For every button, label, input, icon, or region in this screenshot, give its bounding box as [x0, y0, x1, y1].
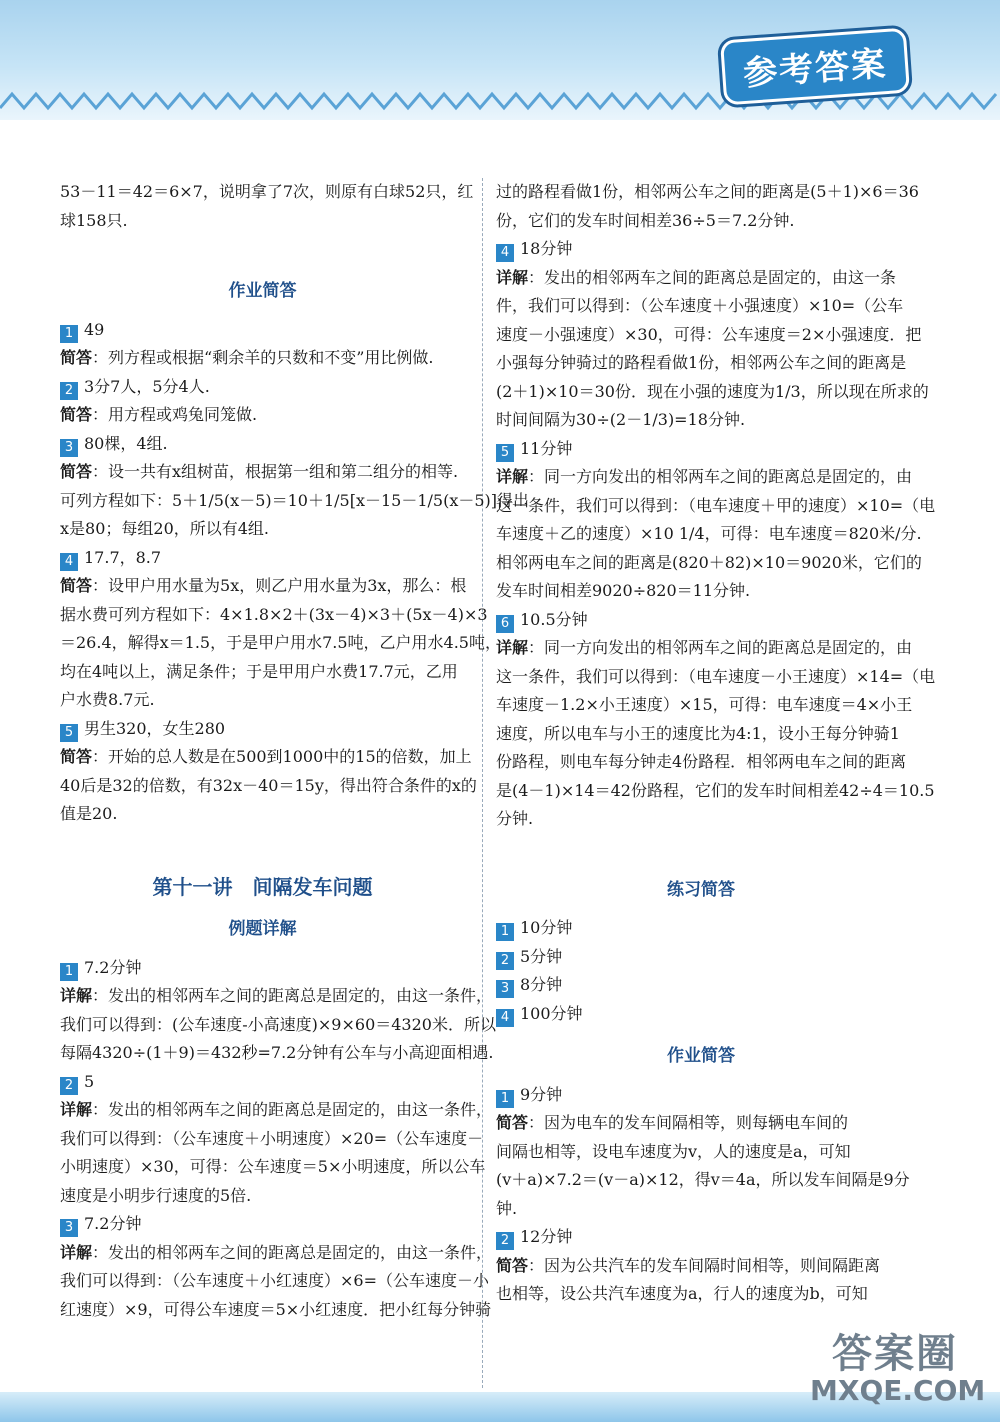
text-line: 红速度）×9，可得公车速度＝5×小红速度．把小红每分钟骑 [60, 1299, 492, 1319]
question-number-badge: 1 [496, 1090, 514, 1108]
text-line: 份路程，则电车每分钟走4份路程．相邻两电车之间的距离 [496, 752, 907, 771]
answer-item [496, 435, 906, 464]
page-header [0, 0, 1000, 120]
explanation-text: ：发出的相邻两车之间的距离总是固定的，由这一条 [528, 267, 897, 287]
explanation-text: ：发出的相邻两车之间的距离总是固定的，由这一条件， [92, 1242, 493, 1262]
answer-item [60, 316, 465, 345]
explanation-label: 简答 [60, 348, 93, 367]
explanation-line [496, 1109, 906, 1138]
text-line: 户水费8.7元. [60, 690, 155, 709]
section-heading: 作业简答 [667, 1046, 735, 1066]
text-line: 小明速度）×30，可得：公车速度＝5×小明速度，所以公车 [60, 1157, 486, 1176]
question-number-badge: 1 [496, 923, 514, 941]
text-line: 53－11＝42＝6×7，说明拿了7次，则原有白球52只，红 [60, 182, 474, 201]
text-line: 均在4吨以上，满足条件；于是甲用户水费17.7元，乙用 [60, 661, 458, 681]
explanation-line [60, 401, 465, 430]
answer-item [60, 544, 465, 573]
question-number-badge: 2 [60, 1077, 78, 1095]
text-line: 是(4－1)×14＝42份路程，它们的发车时间相差42÷4＝10.5 [496, 780, 935, 800]
text-line: x是80；每组20，所以有4组. [60, 519, 270, 538]
text-line: (v＋a)×7.2＝(v－a)×12，得v＝4a，所以发车间隔是9分 [496, 1170, 910, 1189]
text-line: 小强每分钟骑过的路程看做1份，相邻两公车之间的距离是 [496, 353, 907, 372]
text-line: 时间间隔为30÷(2－1/3)=18分钟. [496, 410, 746, 429]
explanation-label: 简答 [60, 462, 93, 481]
explanation-text: ：列方程或根据“剩余羊的只数和不变”用比例做. [92, 348, 434, 367]
answer-item [496, 1081, 906, 1110]
text-line: 间隔也相等，设电车速度为v，人的速度是a，可知 [496, 1141, 851, 1161]
answer-text: 80棵，4组. [84, 433, 168, 453]
watermark-site: MXQE.COM [810, 1374, 986, 1407]
text-line: 球158只. [60, 210, 128, 230]
chapter-title: 第十一讲 间隔发车问题 [152, 874, 373, 899]
explanation-text: ：发出的相邻两车之间的距离总是固定的，由这一条件， [92, 1100, 493, 1119]
explanation-label: 简答 [60, 747, 93, 766]
question-number-badge: 3 [60, 1219, 78, 1237]
answer-item [60, 430, 465, 459]
answer-text: 18分钟 [520, 239, 573, 258]
text-line: 这一条件，我们可以得到：（电车速度＋甲的速度）×10=（电 [496, 495, 936, 515]
answer-item [60, 373, 465, 402]
question-number-badge: 1 [60, 963, 78, 981]
text-line: 分钟. [496, 809, 534, 828]
explanation-line [60, 1096, 493, 1125]
answer-item [496, 1223, 906, 1252]
explanation-text: ：发出的相邻两车之间的距离总是固定的，由这一条件， [92, 986, 493, 1005]
explanation-line [496, 463, 913, 492]
question-number-badge: 2 [496, 1232, 514, 1250]
question-number-badge: 6 [496, 615, 514, 633]
text-line: ＝26.4，解得x＝1.5，于是甲户用水7.5吨，乙户用水4.5吨， [60, 633, 501, 652]
explanation-line [496, 1252, 906, 1281]
answer-item [496, 235, 906, 264]
text-line: 发车时间相差9020÷820＝11分钟. [496, 581, 751, 600]
column-divider [482, 178, 483, 1388]
answer-item [60, 1210, 465, 1239]
explanation-line [60, 1239, 493, 1268]
answer-text: 100分钟 [520, 1003, 583, 1023]
answer-text: 3分7人，5分4人. [84, 376, 210, 396]
text-line: 过的路程看做1份，相邻两公车之间的距离是(5＋1)×6＝36 [496, 182, 919, 201]
answer-text: 10分钟 [520, 918, 573, 937]
text-line: 值是20. [60, 804, 118, 823]
answer-text: 17.7，8.7 [84, 547, 162, 567]
text-line: 我们可以得到：（公车速度＋小红速度）×6=（公车速度－小 [60, 1271, 489, 1290]
answer-item [496, 606, 906, 635]
text-line: 可列方程如下：5＋1/5(x－5)＝10＋1/5[x－15－1/5(x－5)]得出 [60, 490, 530, 510]
answer-text: 5 [84, 1071, 95, 1091]
section-heading: 例题详解 [228, 919, 297, 939]
section-heading: 练习简答 [667, 879, 735, 900]
explanation-label: 详解 [60, 1242, 93, 1262]
text-line: 40后是32的倍数，有32x－40＝15y，得出符合条件的x的 [60, 775, 477, 795]
spacer [60, 829, 465, 857]
explanation-text: ：用方程或鸡兔同笼做. [92, 405, 258, 424]
text-line: 车速度－1.2×小王速度）×15，可得：电车速度＝4×小王 [496, 695, 913, 714]
answer-text: 10.5分钟 [520, 609, 588, 629]
answer-text: 男生320，女生280 [84, 718, 226, 738]
answer-text: 7.2分钟 [84, 1214, 142, 1233]
question-number-badge: 5 [496, 444, 514, 462]
answer-text: 12分钟 [520, 1227, 573, 1246]
watermark-text: 答案圈 [832, 1331, 958, 1377]
explanation-label: 详解 [60, 986, 93, 1005]
question-number-badge: 3 [496, 980, 514, 998]
explanation-text: ：设一共有x组树苗，根据第一组和第二组分的相等. [92, 462, 459, 481]
explanation-label: 简答 [60, 576, 93, 595]
answer-item [496, 914, 906, 943]
section-heading: 作业简答 [228, 281, 297, 301]
explanation-line [60, 458, 465, 487]
answer-text: 11分钟 [520, 438, 573, 458]
text-line: 速度是小明步行速度的5倍. [60, 1185, 252, 1205]
question-number-badge: 3 [60, 439, 78, 457]
question-number-badge: 2 [496, 952, 514, 970]
question-number-badge: 4 [496, 1009, 514, 1027]
text-line: (2＋1)×10＝30份．现在小强的速度为1/3，所以现在所求的 [496, 381, 929, 401]
question-number-badge: 4 [60, 553, 78, 571]
text-line: 据水费可列方程如下：4×1.8×2＋(3x－4)×3＋(5x－4)×3 [60, 604, 488, 624]
question-number-badge: 1 [60, 325, 78, 343]
explanation-text: ：同一方向发出的相邻两车之间的距离总是固定的，由 [528, 467, 913, 486]
answer-text: 5分钟 [520, 946, 563, 966]
explanation-line [60, 572, 465, 601]
answer-key-badge: 参考答案 [720, 28, 910, 106]
right-column [496, 178, 936, 1309]
text-line: 速度，所以电车与小王的速度比为4:1，设小王每分钟骑1 [496, 723, 900, 743]
explanation-text: ：同一方向发出的相邻两车之间的距离总是固定的，由 [528, 638, 913, 657]
explanation-label: 简答 [60, 405, 93, 424]
answer-text: 49 [84, 319, 105, 339]
text-line: 车速度＋乙的速度）×10 1/4，可得：电车速度＝820米/分. [496, 524, 922, 543]
answer-item [60, 954, 465, 983]
answer-text: 7.2分钟 [84, 957, 142, 977]
text-line: 也相等，设公共汽车速度为a，行人的速度为b，可知 [496, 1284, 868, 1303]
text-line: 每隔4320÷(1＋9)＝432秒=7.2分钟有公车与小高迎面相遇. [60, 1043, 494, 1062]
question-number-badge: 5 [60, 724, 78, 742]
answer-item [496, 971, 906, 1000]
left-column [60, 178, 530, 1324]
text-line: 钟. [496, 1198, 518, 1218]
explanation-line [60, 982, 493, 1011]
watermark-logo [810, 1331, 986, 1412]
explanation-label: 详解 [496, 467, 529, 486]
answer-item [496, 943, 906, 972]
text-line: 速度－小强速度）×30，可得：公车速度＝2×小强速度．把 [496, 324, 922, 344]
explanation-text: ：因为电车的发车间隔相等，则每辆电车间的 [528, 1113, 849, 1132]
text-line: 我们可以得到：（公车速度＋小明速度）×20=（公车速度－ [60, 1128, 484, 1148]
explanation-text: ：开始的总人数是在500到1000中的15的倍数，加上 [92, 747, 472, 766]
spacer [496, 834, 906, 862]
text-line: 我们可以得到：(公车速度-小高速度)×9×60＝4320米．所以 [60, 1014, 496, 1034]
answer-text: 8分钟 [520, 975, 563, 994]
explanation-line [60, 743, 472, 772]
explanation-line [60, 344, 465, 373]
explanation-label: 详解 [496, 267, 529, 287]
text-line: 这一条件，我们可以得到：（电车速度－小王速度）×14=（电 [496, 666, 936, 686]
answer-item [60, 715, 465, 744]
explanation-label: 详解 [60, 1100, 93, 1119]
explanation-line [496, 264, 906, 293]
explanation-label: 详解 [496, 638, 529, 657]
explanation-text: ：因为公共汽车的发车间隔时间相等，则间隔距离 [528, 1255, 881, 1275]
text-line: 件，我们可以得到：（公车速度＋小强速度）×10=（公车 [496, 296, 904, 315]
spacer [60, 235, 465, 263]
answer-text: 9分钟 [520, 1084, 563, 1104]
explanation-label: 简答 [496, 1113, 529, 1132]
text-line: 相邻两电车之间的距离是(820＋82)×10＝9020米，它们的 [496, 552, 922, 572]
question-number-badge: 2 [60, 382, 78, 400]
explanation-text: ：设甲户用水量为5x，则乙户用水量为3x，那么：根 [92, 576, 467, 595]
answer-item [60, 1068, 465, 1097]
question-number-badge: 4 [496, 244, 514, 262]
answer-item [496, 1000, 906, 1029]
explanation-line [496, 634, 913, 663]
explanation-label: 简答 [496, 1255, 529, 1275]
text-line: 份，它们的发车时间相差36÷5＝7.2分钟. [496, 210, 795, 230]
